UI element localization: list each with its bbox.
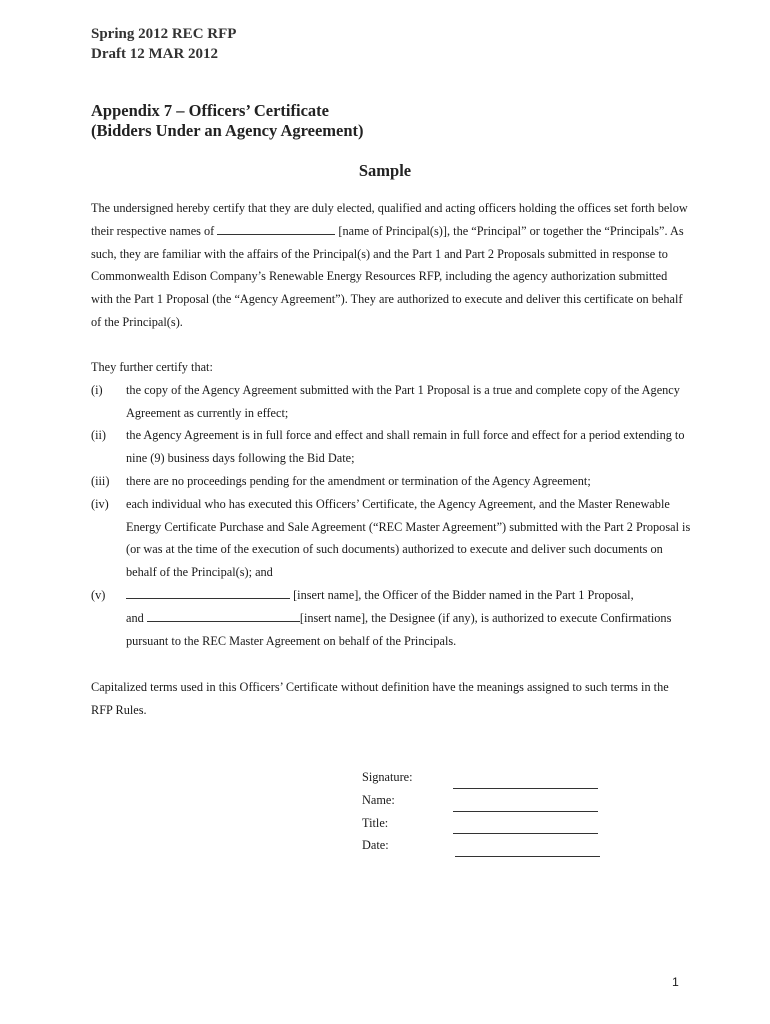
- list-item-text: there are no proceedings pending for the amendment or termination of the Agency Agreement;: [126, 473, 591, 488]
- signature-line[interactable]: [453, 774, 598, 789]
- title-line-2: (Bidders Under an Agency Agreement): [91, 121, 364, 140]
- name-row: [362, 789, 600, 812]
- list-item-text: the copy of the Agency Agreement submitted with the Part 1 Proposal is a true and complete copy of the Agency Agreement as currently in effect;: [126, 382, 680, 420]
- page-number: 1: [672, 975, 679, 989]
- date-row: [362, 834, 600, 857]
- designee-clause: [insert name], the Designee (if any), is authorized to execute Confirmations pursuant to the REC Master Agreement on behalf of the Principals.: [126, 610, 672, 648]
- officer-name-blank: [126, 585, 290, 599]
- list-item: [91, 424, 691, 470]
- designee-name-blank: [147, 608, 300, 622]
- document-header: [91, 24, 236, 64]
- list-item: [91, 493, 691, 584]
- list-item-number: (v): [91, 587, 106, 602]
- document-title: [91, 101, 364, 141]
- signature-label: Signature:: [362, 770, 413, 784]
- paragraph1-part1: The undersigned hereby certify that they are duly elected, qualified and acting officers holding the offices set forth below their respective names of: [91, 201, 688, 238]
- capitalized-terms-paragraph: Capitalized terms used in this Officers’ Certificate without definition have the meanings assigned to such terms in the RFP Rules.: [91, 680, 669, 717]
- signature-block: [362, 766, 600, 857]
- list-item-text: [126, 584, 691, 652]
- header-draft-date: Draft 12 MAR 2012: [91, 46, 219, 62]
- principal-name-blank: [217, 221, 335, 235]
- list-item-number: (iv): [91, 496, 109, 511]
- name-line[interactable]: [453, 797, 598, 812]
- list-item: [91, 584, 691, 652]
- list-item: [91, 470, 691, 493]
- officer-clause: [insert name], the Officer of the Bidder named in the Part 1 Proposal,: [290, 587, 634, 602]
- paragraph1-part2: [name of Principal(s)], the “Principal” or together the “Principals”. As such, they are familiar with the affairs of the Principal(s) and the Part 1 and Part 2 Proposals submitted in response to Commonwealth Edison Company’s Renewable Energy Resources RFP, including the agency authorization submitted with the Part 1 Proposal (the “Agency Agreement”). They are authorized to execute and deliver this certificate on behalf of the Principal(s).: [91, 223, 684, 329]
- certification-list: [91, 379, 691, 653]
- header-rfp-name: Spring 2012 REC RFP: [91, 26, 237, 42]
- title-line-1: Appendix 7 – Officers’ Certificate: [91, 101, 329, 120]
- date-line[interactable]: [455, 842, 600, 857]
- signature-row: [362, 766, 600, 789]
- list-item-number: (ii): [91, 428, 107, 443]
- further-certify-section: [91, 356, 691, 652]
- sample-heading: Sample: [358, 161, 412, 180]
- list-item-number: (iii): [91, 473, 110, 488]
- and-text: and: [126, 610, 147, 625]
- list-item-number: (i): [91, 382, 103, 397]
- name-label: Name:: [362, 792, 395, 807]
- further-certify-intro: They further certify that:: [91, 360, 213, 374]
- title-line[interactable]: [453, 819, 598, 834]
- list-item-text: the Agency Agreement is in full force and effect and shall remain in full force and effect for a period extending to nine (9) business days following the Bid Date;: [126, 428, 685, 466]
- title-label: Title:: [362, 815, 389, 830]
- date-label: Date:: [362, 838, 389, 853]
- list-item-text: each individual who has executed this Officers’ Certificate, the Agency Agreement, and the Master Renewable Energy Certificate Purchase and Sale Agreement (“REC Master Agreement”) submitted with the Part 2 Proposal is (or was at the time of the execution of such documents) authorized to execute and deliver such documents on behalf of the Principal(s); and: [126, 496, 691, 580]
- list-item: [91, 379, 691, 425]
- title-row: [362, 812, 600, 835]
- certification-paragraph: [91, 197, 691, 334]
